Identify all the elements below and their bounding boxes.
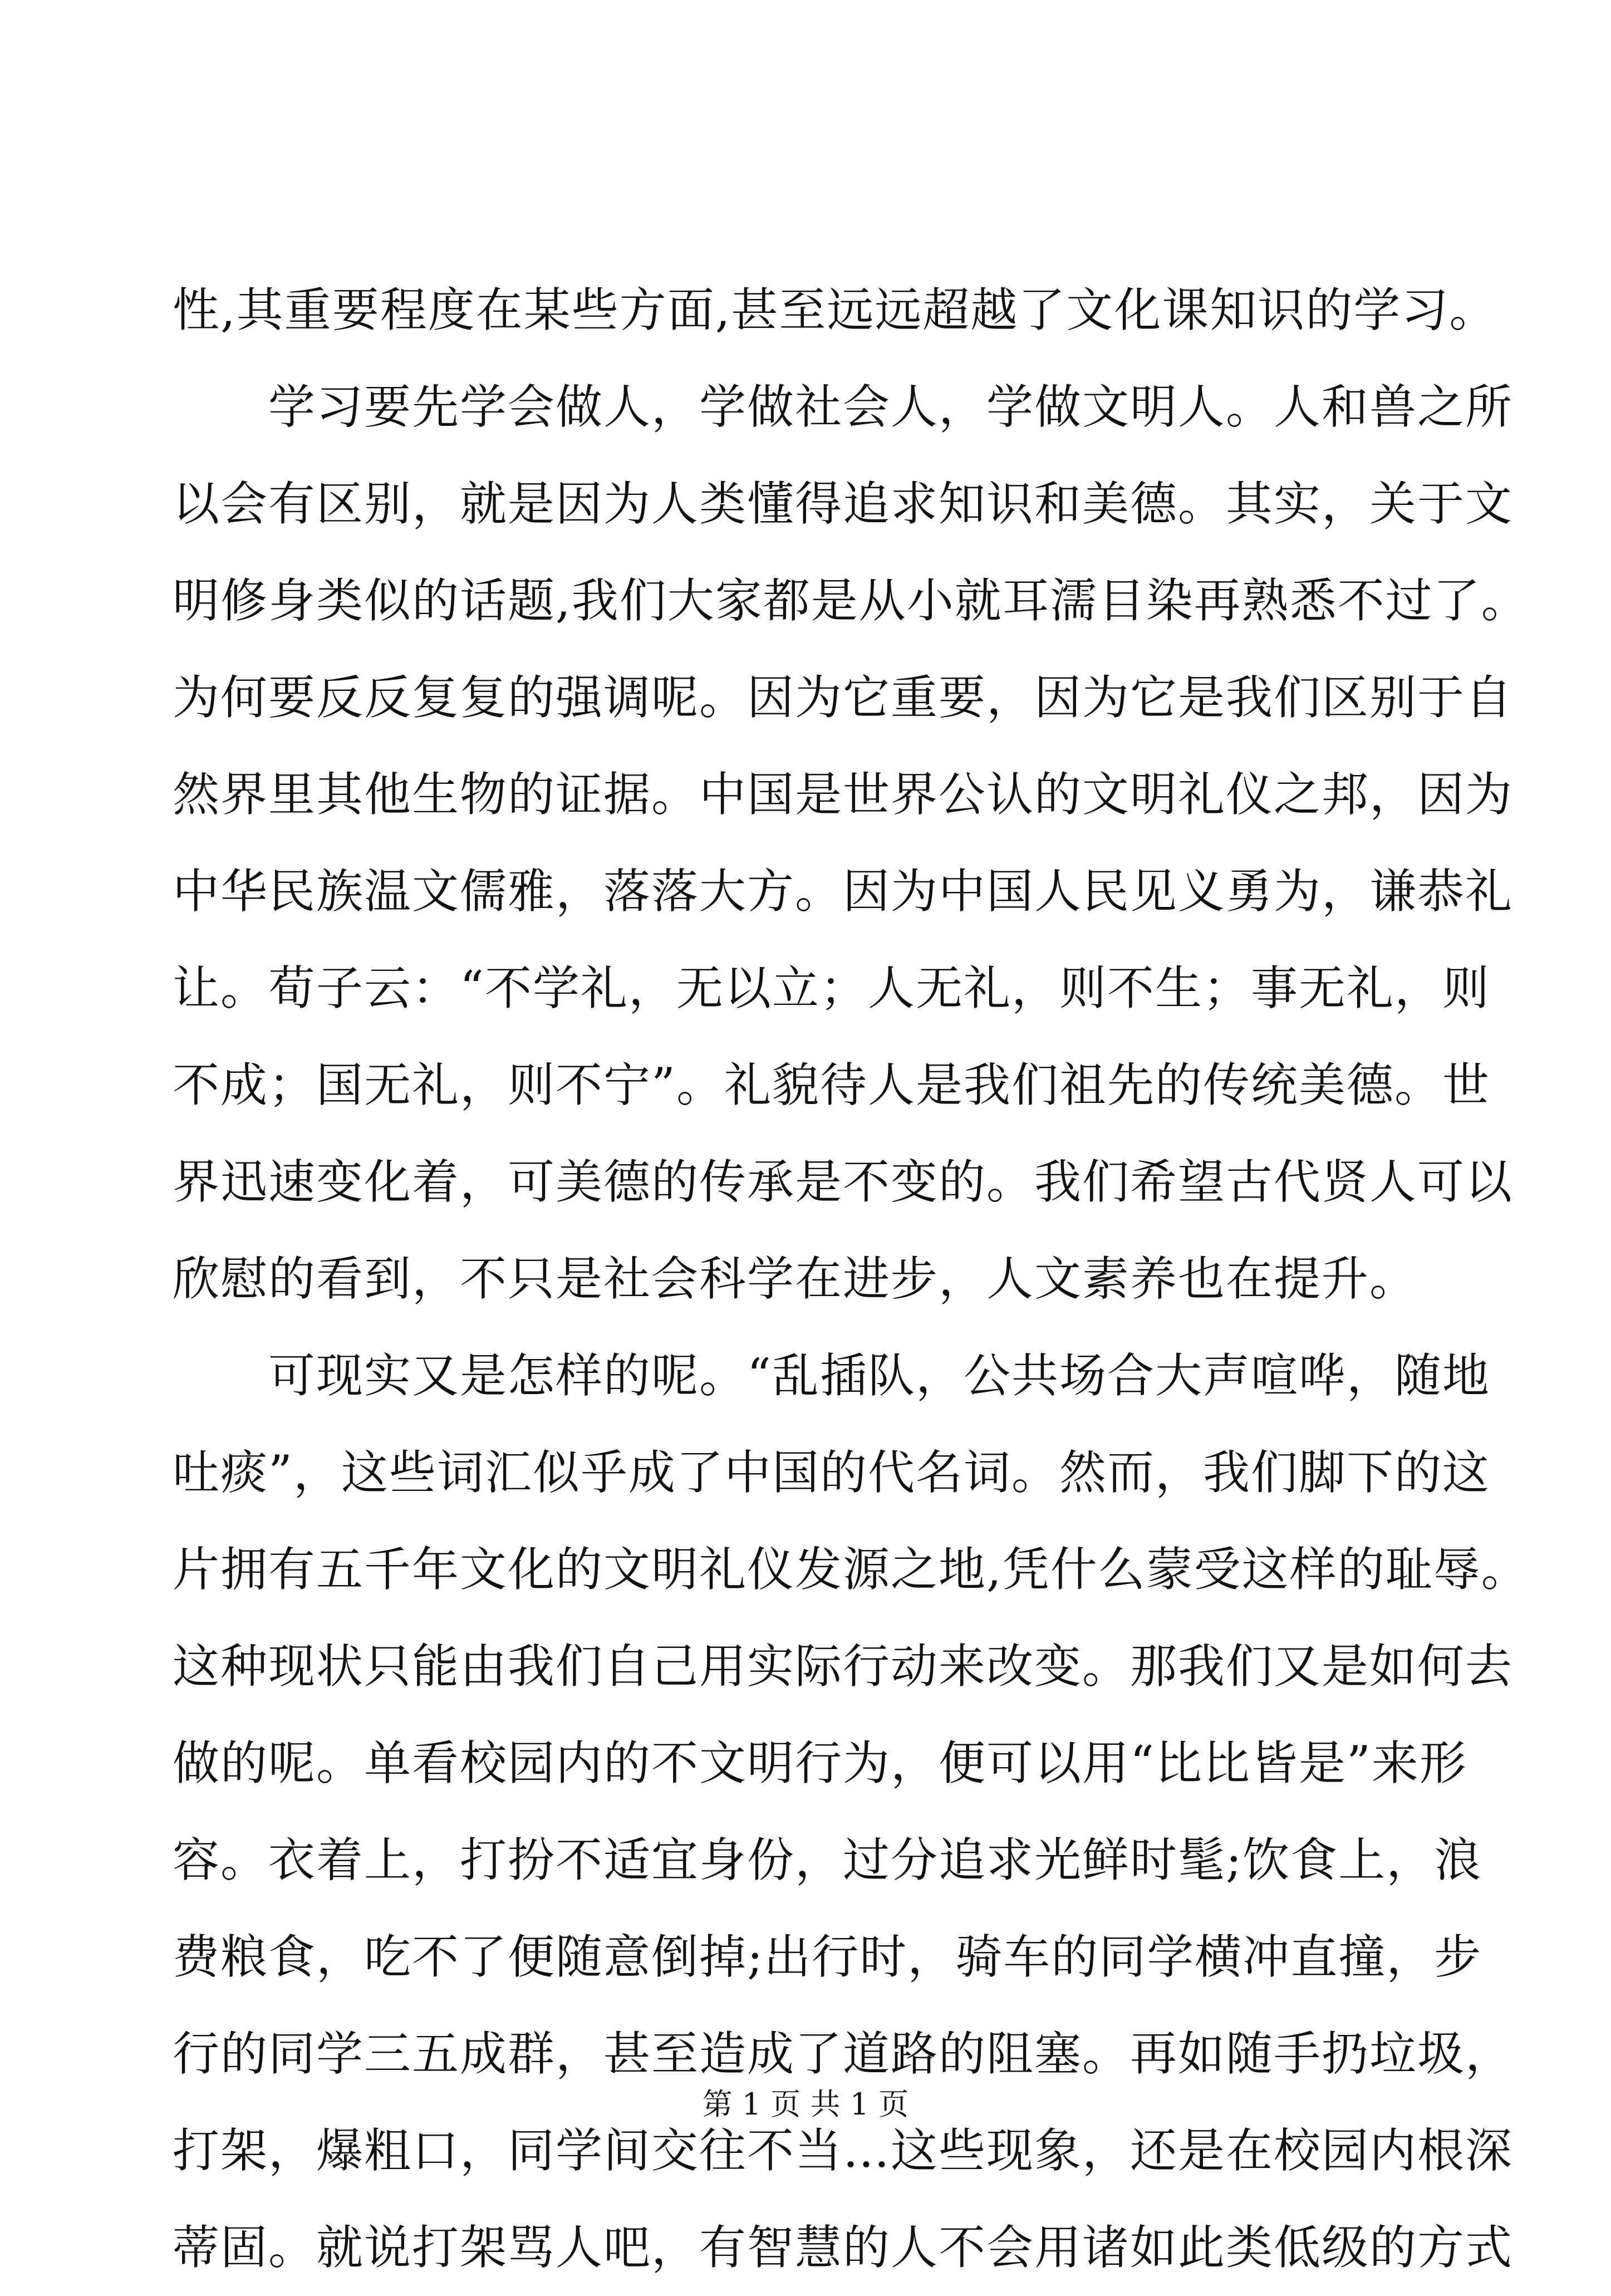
text-line: 以会有区别，就是因为人类懂得追求知识和美德。其实，关于文 [173,477,1514,531]
text-line: 做的呢。单看校园内的不文明行为，便可以用“比比皆是”来形 [173,1736,1467,1790]
text-line: 中华民族温文儒雅，落落大方。因为中国人民见义勇为，谦恭礼 [173,864,1514,919]
document-body [173,262,1529,2296]
text-line: 界迅速变化着，可美德的传承是不变的。我们希望古代贤人可以 [173,1155,1514,1209]
text-line: 这种现状只能由我们自己用实际行动来改变。那我们又是如何去 [173,1639,1514,1694]
text-line: 为何要反反复复的强调呢。因为它重要，因为它是我们区别于自 [173,670,1514,725]
text-line: 蒂固。就说打架骂人吧，有智慧的人不会用诸如此类低级的方式 [173,2220,1514,2275]
text-line: 打架，爆粗口，同学间交往不当…这些现象，还是在校园内根深 [173,2123,1514,2178]
text-line: 片拥有五千年文化的文明礼仪发源之地,凭什么蒙受这样的耻辱。 [173,1542,1529,1597]
text-line: 容。衣着上，打扮不适宜身份，过分追求光鲜时髦;饮食上，浪 [173,1833,1482,1887]
text-line: 行的同学三五成群，甚至造成了道路的阻塞。再如随手扔垃圾， [173,2027,1514,2081]
page-footer [0,2082,1611,2127]
text-line: 欣慰的看到，不只是社会科学在进步，人文素养也在提升。 [173,1252,1418,1306]
text-line: 不成；国无礼，则不宁”。礼貌待人是我们祖先的传统美德。世 [173,1058,1490,1112]
text-line: 让。荀子云：“不学礼，无以立；人无礼，则不生；事无礼，则 [173,961,1490,1015]
text-line: 费粮食，吃不了便随意倒掉;出行时，骑车的同学横冲直撞，步 [173,1930,1482,1984]
text-line: 可现实又是怎样的呢。“乱插队，公共场合大声喧哗，随地 [268,1348,1490,1403]
page-number-label: 第 1 页 共 1 页 [702,2087,909,2122]
text-line: 明修身类似的话题,我们大家都是从小就耳濡目染再熟悉不过了。 [173,573,1529,628]
text-line: 性,其重要程度在某些方面,甚至远远超越了文化课知识的学习。 [173,283,1497,337]
text-line: 学习要先学会做人，学做社会人，学做文明人。人和兽之所 [268,380,1514,434]
text-line: 吐痰”，这些词汇似乎成了中国的代名词。然而，我们脚下的这 [173,1445,1490,1500]
text-line: 然界里其他生物的证据。中国是世界公认的文明礼仪之邦，因为 [173,767,1514,822]
